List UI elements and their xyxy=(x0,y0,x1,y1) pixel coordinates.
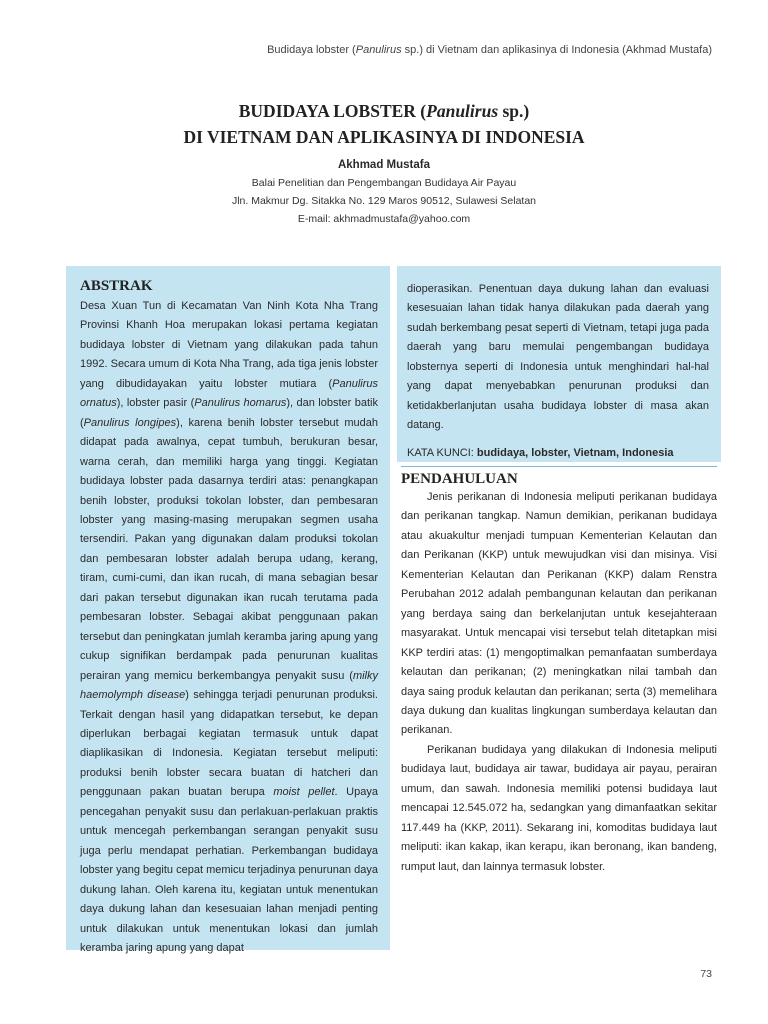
introduction-paragraph-1: Jenis perikanan di Indonesia meliputi perikanan budidaya dan perikanan tangkap. Namun demikian, perikanan budidaya atau akuakultur menjadi tumpuan Kementerian Kelautan dan dan Perikanan (KKP) untuk mewujudkan visi dan misinya. Visi Kementerian Kelautan dan Perikanan (KKP) dalam Renstra Perubahan 2012 adalah pembangunan kelautan dan perikanan yang berdaya saing dan berkelanjutan untuk kesejahteraan masyarakat. Untuk mencapai visi tersebut telah ditetapkan misi KKP terdiri atas: (1) mengoptimalkan pemanfaatan sumberdaya kelautan dan perikanan; (2) meningkatkan nilai tambah dan daya saing produk kelautan dan perikanan; serta (3) memelihara daya dukung dan kualitas lingkungan sumberdaya kelautan dan perikanan. xyxy=(401,491,717,737)
species-name: Panulirus ornatus xyxy=(80,377,378,410)
species-name: Panulirus longipes xyxy=(83,416,177,429)
author-name: Akhmad Mustafa xyxy=(337,159,431,171)
keywords xyxy=(407,444,709,462)
abstract-segment: ), dan lobster batik ( xyxy=(80,397,378,429)
introduction-section xyxy=(401,466,717,877)
abstract-segment: ) sehingga terjadi penurunan produksi. Terkait dengan hasil yang didapatkan tersebut, ke depan diperlukan berbagai kegiatan termasuk untuk dapat diaplikasikan di Indonesia. Kegiatan tersebut meliputi: produksi benih lobster secara buatan di hatcheri dan penggunaan pakan buatan berupa xyxy=(80,689,378,799)
article-title xyxy=(0,98,768,150)
keywords-label: KATA KUNCI: xyxy=(407,446,474,459)
introduction-heading: PENDAHULUAN xyxy=(401,471,518,487)
abstract-segment: ), karena benih lobster tersebut mudah didapat pada awalnya, cepat tumbuh, berukuran besar, warna cerah, dan memiliki harga yang tinggi. Kegiatan budidaya lobster pada dasarnya terdiri atas: penangkapan benih lobster, produksi tokolan lobster, dan pembesaran lobster yang masing-masing merupakan segmen usaha tersendiri. Pakan yang digunakan dalam produksi tokolan dan pembesaran lobster adalah berupa udang, kerang, tiram, cumi-cumi, dan ikan rucah, di mana sebagian besar dari pakan tersebut digunakan ikan rucah terutama pada pembesaran lobster. Sebagai akibat penggunaan pakan tersebut dan peningkatan jumlah keramba jaring apung yang cukup signifikan berdampak pada penurunan kualitas perairan yang memicu berkembangya penyakit susu ( xyxy=(80,416,379,682)
running-head-text: Budidaya lobster ( xyxy=(267,44,356,56)
abstract-continuation-box xyxy=(397,266,721,462)
keywords-list: budidaya, lobster, Vietnam, Indonesia xyxy=(476,446,674,459)
running-head-genus: Panulirus xyxy=(355,44,402,56)
abstract-continuation-text: dioperasikan. Penentuan daya dukung lahan dan evaluasi kesesuaian lahan tidak hanya dilakukan pada daerah yang sudah berkembang pesat seperti di Vietnam, tetapi juga pada daerah yang baru memulai pengembangan budidaya lobsternya seperti di Indonesia untuk menghindari hal-hal yang dapat menyebabkan penurunan produksi dan ketidakberlanjutan usaha budidaya lobster di masa akan datang. xyxy=(407,283,709,432)
species-name: Panulirus homarus xyxy=(194,397,287,410)
page-number: 73 xyxy=(700,968,712,980)
abstract-box xyxy=(66,266,390,954)
abstract-heading: ABSTRAK xyxy=(80,278,153,294)
title-text-end: sp.) xyxy=(498,101,530,121)
introduction-paragraph-2: Perikanan budidaya yang dilakukan di Indonesia meliputi budidaya laut, budidaya air tawar, budidaya air payau, perairan umum, dan sawah. Indonesia memiliki potensi budidaya laut mencapai 12.545.072 ha, sedangkan yang dimanfaatkan sekitar 117.449 ha (KKP, 2011). Sekarang ini, komoditas budidaya laut meliputi: ikan kakap, ikan kerapu, ikan beronang, ikan bandeng, rumput laut, dan lainnya termasuk lobster. xyxy=(401,743,717,873)
byline xyxy=(0,156,768,228)
abstract-text xyxy=(80,297,378,958)
running-head xyxy=(40,44,712,56)
affiliation-address: Jln. Makmur Dg. Sitakka No. 129 Maros 90512, Sulawesi Selatan xyxy=(231,195,537,207)
abstract-segment: Desa Xuan Tun di Kecamatan Van Ninh Kota Nha Trang Provinsi Khanh Hoa merupakan lokasi pertama kegiatan budidaya lobster di Vietnam yang dilakukan pada tahun 1992. Secara umum di Kota Nha Trang, ada tiga jenis lobster yang dibudidayakan yaitu lobster mutiara ( xyxy=(80,300,378,390)
abstract-segment: ), lobster pasir ( xyxy=(116,397,195,410)
title-text: BUDIDAYA LOBSTER ( xyxy=(238,101,427,121)
title-genus: Panulirus xyxy=(426,101,499,121)
feed-term: moist pellet xyxy=(273,786,335,799)
section-divider xyxy=(401,466,717,467)
title-line-2: DI VIETNAM DAN APLIKASINYA DI INDONESIA xyxy=(183,127,585,147)
abstract-segment: . Upaya pencegahan penyakit susu dan perlakuan-perlakuan praktis untuk mencegah perkembangan serangan penyakit susu juga perlu mendapat perhatian. Perkembangan budidaya lobster yang begitu cepat memicu terjadinya penurunan daya dukung lahan. Oleh karena itu, kegiatan untuk menentukan daya dukung lahan dan kesesuaian lahan menjadi penting untuk dilakukan untuk menentukan lokasi dan jumlah keramba jaring apung yang dapat xyxy=(80,786,378,954)
author-email: E-mail: akhmadmustafa@yahoo.com xyxy=(297,213,471,225)
title-line-1 xyxy=(0,98,768,124)
disease-name: milky haemolymph disease xyxy=(80,669,378,702)
affiliation-institute: Balai Penelitian dan Pengembangan Budidaya Air Payau xyxy=(251,177,517,189)
running-head-text-end: sp.) di Vietnam dan aplikasinya di Indonesia (Akhmad Mustafa) xyxy=(401,44,712,56)
